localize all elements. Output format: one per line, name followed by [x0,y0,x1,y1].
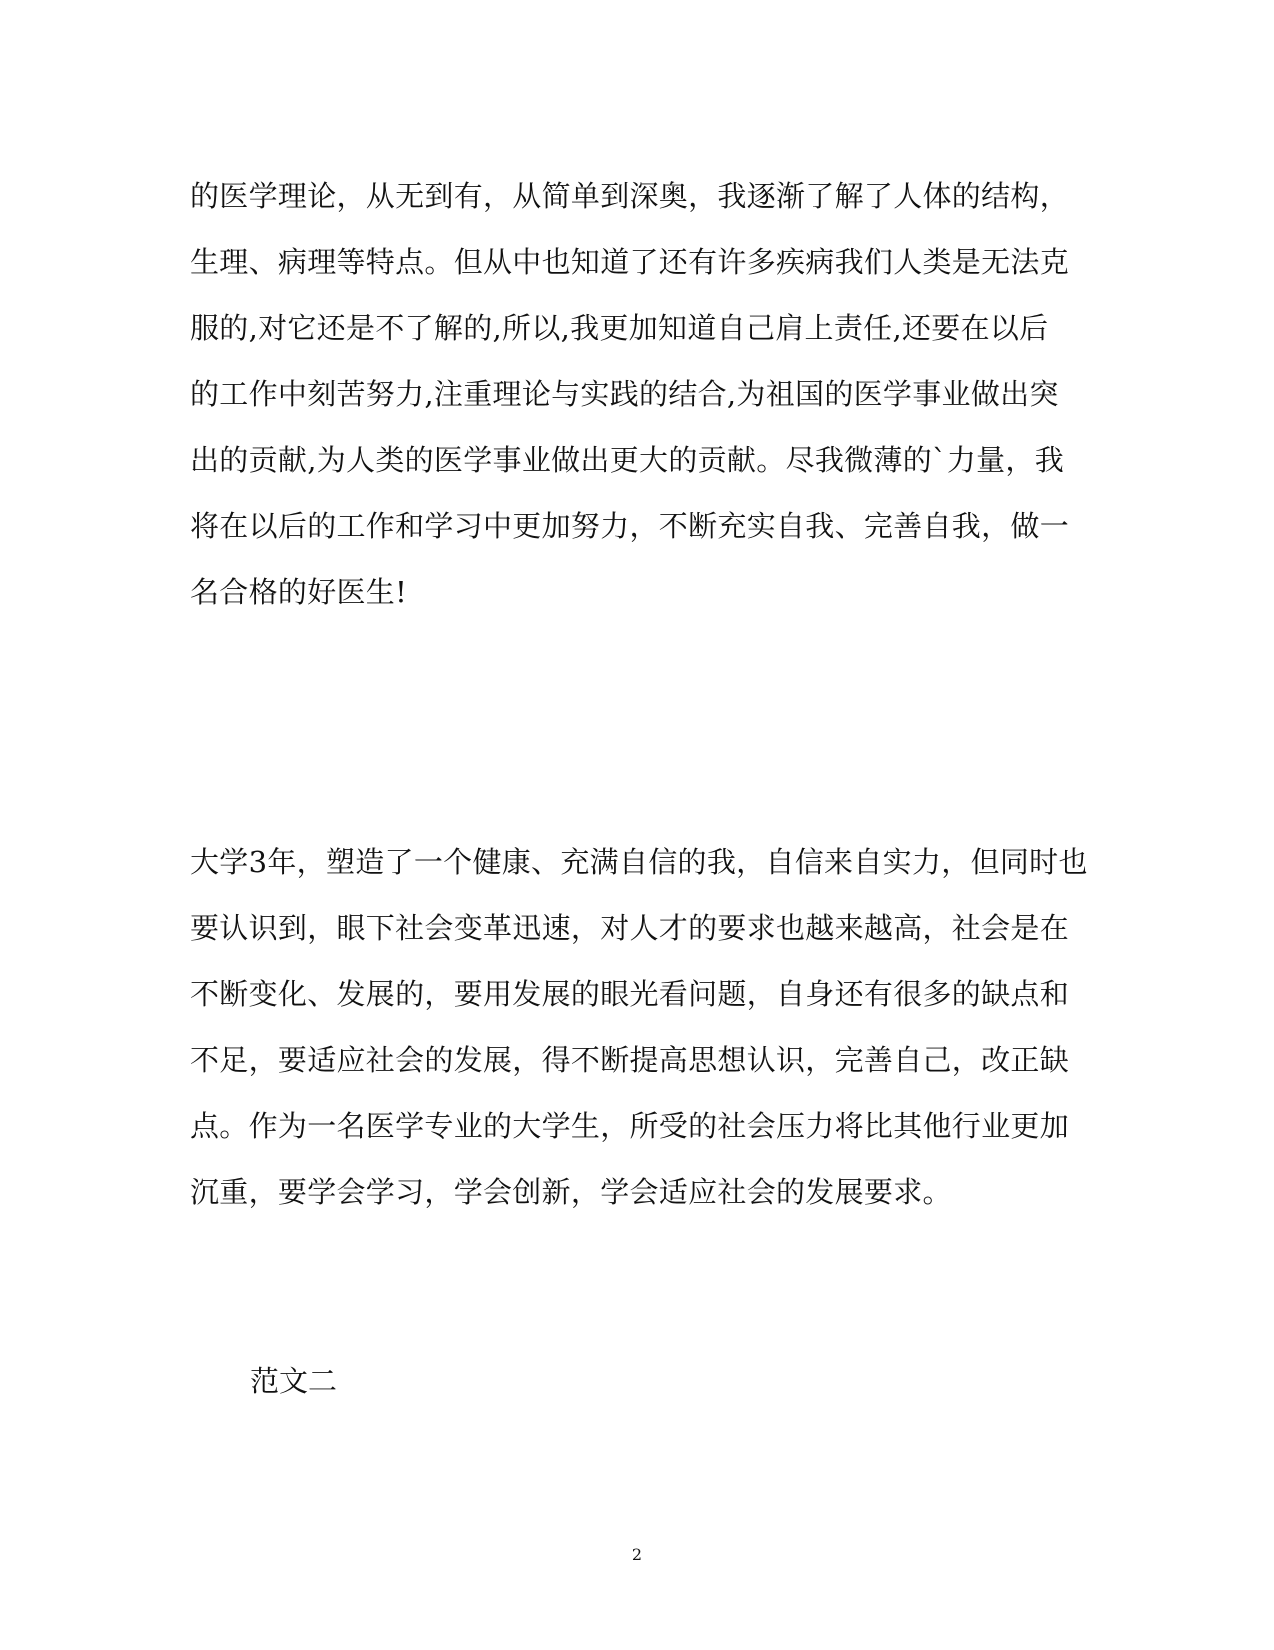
paragraph-line: 出的贡献,为人类的医学事业做出更大的贡献。尽我微薄的`力量，我 [190,443,1065,477]
paragraph-line: 生理、病理等特点。但从中也知道了还有许多疾病我们人类是无法克 [190,245,1070,279]
page-number: 2 [631,1545,643,1564]
paragraph-line: 的工作中刻苦努力,注重理论与实践的结合,为祖国的医学事业做出突 [190,377,1059,411]
paragraph-line: 点。作为一名医学专业的大学生，所受的社会压力将比其他行业更加 [190,1109,1070,1143]
paragraph-line: 大学3年，塑造了一个健康、充满自信的我，自信来自实力，但同时也 [190,845,1088,879]
paragraph-line: 的医学理论，从无到有，从简单到深奥，我逐渐了解了人体的结构， [190,179,1070,213]
paragraph-line: 服的,对它还是不了解的,所以,我更加知道自己肩上责任,还要在以后 [190,311,1049,345]
paragraph-line: 不断变化、发展的，要用发展的眼光看问题，自身还有很多的缺点和 [190,977,1070,1011]
paragraph-line: 不足，要适应社会的发展，得不断提高思想认识，完善自己，改正缺 [190,1043,1070,1077]
paragraph-line: 要认识到，眼下社会变革迅速，对人才的要求也越来越高，社会是在 [190,911,1070,945]
paragraph-line: 将在以后的工作和学习中更加努力，不断充实自我、完善自我，做一 [190,509,1070,543]
paragraph-line: 名合格的好医生! [190,575,408,609]
paragraph-line: 沉重，要学会学习，学会创新，学会适应社会的发展要求。 [190,1175,952,1209]
section-heading: 范文二 [250,1364,338,1398]
